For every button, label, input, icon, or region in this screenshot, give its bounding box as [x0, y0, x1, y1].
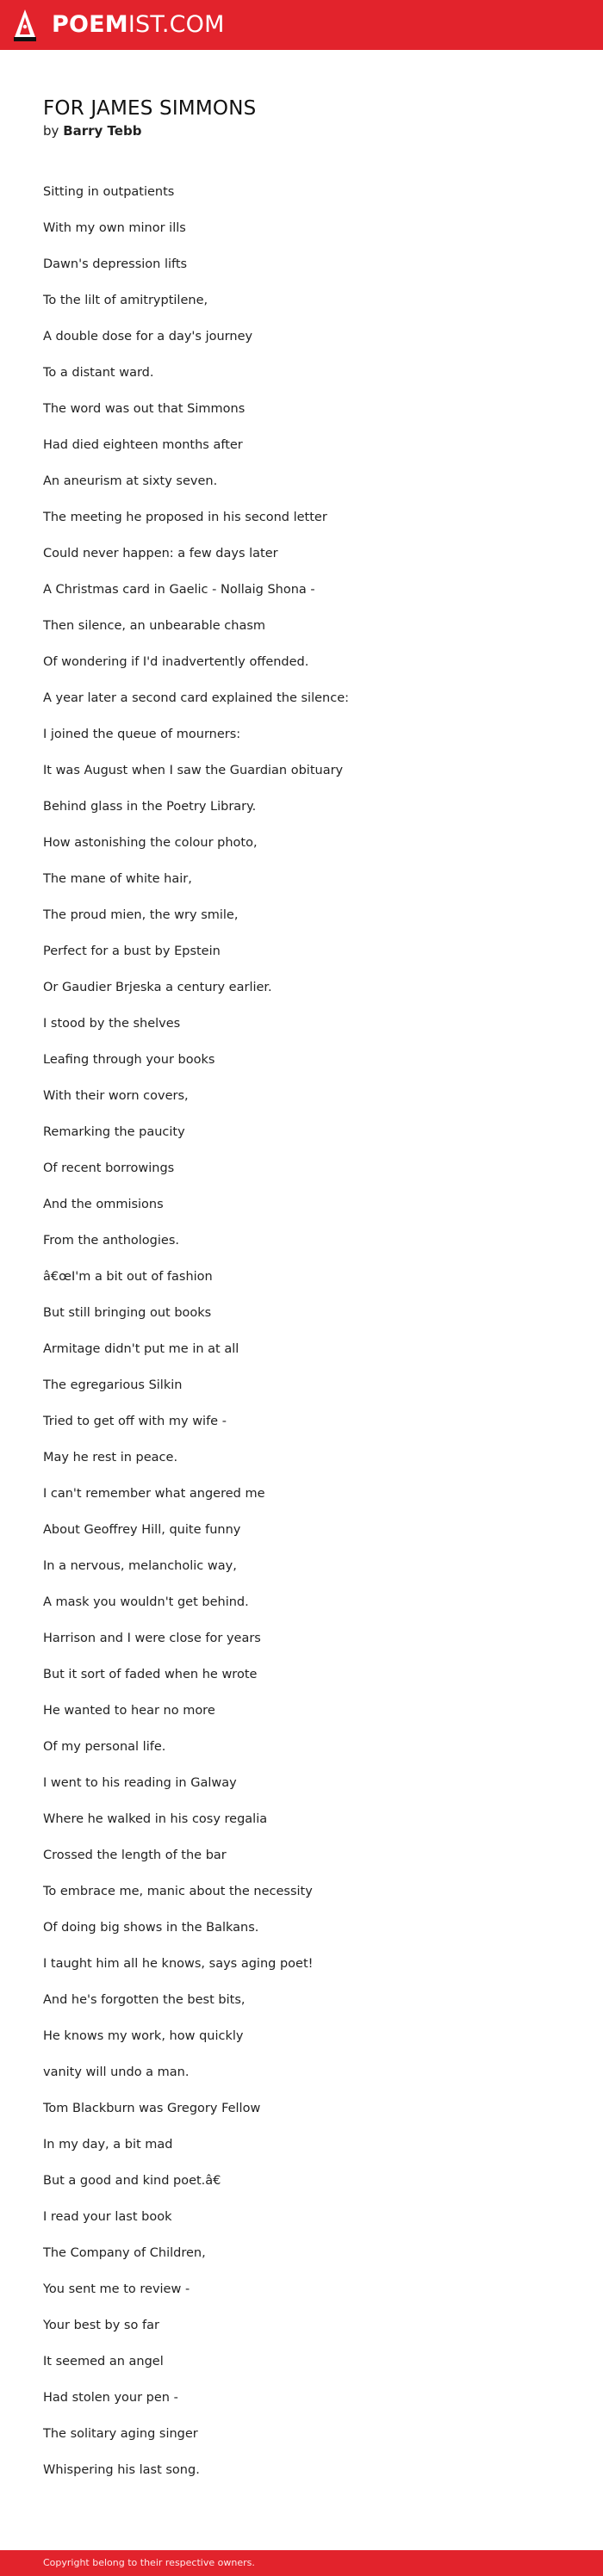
poem-content: [43, 96, 560, 2502]
poem-line: The Company of Children,: [43, 2246, 206, 2260]
site-footer: [0, 2550, 603, 2576]
poem-line: A mask you wouldn't get behind.: [43, 1595, 249, 1609]
poem-body: [43, 174, 560, 2488]
poem-line: It was August when I saw the Guardian obituary: [43, 764, 344, 777]
poem-line: A double dose for a day's journey: [43, 330, 253, 344]
poem-line: Dawn's depression lifts: [43, 257, 188, 271]
poem-line: A Christmas card in Gaelic - Nollaig Shona -: [43, 583, 315, 597]
poem-line: An aneurism at sixty seven.: [43, 474, 218, 488]
site-logo[interactable]: [52, 10, 225, 40]
footer-copyright: Copyright belong to their respective owners.: [43, 2557, 255, 2568]
poem-line: I can't remember what angered me: [43, 1487, 265, 1501]
poem-line: Leafing through your books: [43, 1053, 215, 1067]
byline: [43, 122, 560, 139]
poem-line: Could never happen: a few days later: [43, 547, 278, 560]
poem-line: Had stolen your pen -: [43, 2391, 178, 2405]
poem-line: Or Gaudier Brjeska a century earlier.: [43, 981, 272, 994]
poem-line: To embrace me, manic about the necessity: [43, 1885, 313, 1898]
poem-line: Where he walked in his cosy regalia: [43, 1812, 268, 1826]
poem-line: Your best by so far: [43, 2319, 159, 2332]
poem-line: But it sort of faded when he wrote: [43, 1668, 258, 1681]
poem-line: How astonishing the colour photo,: [43, 836, 258, 850]
poem-line: A year later a second card explained the silence:: [43, 691, 349, 705]
site-header: [0, 0, 603, 50]
pen-nib-icon[interactable]: [14, 9, 36, 41]
poem-line: Behind glass in the Poetry Library.: [43, 800, 257, 814]
poem-line: With my own minor ills: [43, 221, 186, 235]
poem-line: He wanted to hear no more: [43, 1704, 215, 1718]
poem-line: Harrison and I were close for years: [43, 1632, 261, 1645]
poem-line: Had died eighteen months after: [43, 438, 243, 452]
poem-line: And the ommisions: [43, 1198, 164, 1211]
poem-line: â€œI'm a bit out of fashion: [43, 1270, 213, 1284]
poem-line: Tried to get off with my wife -: [43, 1415, 227, 1428]
poem-line: In a nervous, melancholic way,: [43, 1559, 237, 1573]
poem-line: Of my personal life.: [43, 1740, 166, 1754]
poem-line: The egregarious Silkin: [43, 1378, 183, 1392]
author-name[interactable]: Barry Tebb: [63, 123, 142, 139]
poem-line: You sent me to review -: [43, 2282, 190, 2296]
poem-line: Tom Blackburn was Gregory Fellow: [43, 2102, 261, 2115]
poem-line: May he rest in peace.: [43, 1451, 178, 1464]
poem-line: From the anthologies.: [43, 1234, 179, 1248]
poem-line: He knows my work, how quickly: [43, 2029, 244, 2043]
logo-light-text: IST.COM: [127, 11, 225, 38]
poem-line: The solitary aging singer: [43, 2427, 198, 2441]
by-label: by: [43, 123, 59, 139]
poem-line: But a good and kind poet.â€: [43, 2174, 229, 2188]
poem-line: The word was out that Simmons: [43, 402, 246, 416]
poem-line: vanity will undo a man.: [43, 2065, 190, 2079]
poem-line: About Geoffrey Hill, quite funny: [43, 1523, 241, 1537]
poem-line: I read your last book: [43, 2210, 172, 2224]
poem-line: Then silence, an unbearable chasm: [43, 619, 266, 633]
poem-title: FOR JAMES SIMMONS: [43, 97, 257, 120]
poem-line: The proud mien, the wry smile,: [43, 908, 239, 922]
poem-line: Crossed the length of the bar: [43, 1848, 227, 1862]
poem-line: The meeting he proposed in his second letter: [43, 511, 327, 524]
poem-line: Whispering his last song.: [43, 2463, 200, 2477]
poem-line: I stood by the shelves: [43, 1017, 181, 1031]
poem-line: It seemed an angel: [43, 2355, 164, 2369]
poem-line: In my day, a bit mad: [43, 2138, 173, 2152]
poem-line: I taught him all he knows, says aging poet!: [43, 1957, 314, 1971]
poem-line: And he's forgotten the best bits,: [43, 1993, 246, 2007]
poem-line: I joined the queue of mourners:: [43, 728, 241, 741]
poem-line: With their worn covers,: [43, 1089, 189, 1103]
poem-line: The mane of white hair,: [43, 872, 192, 886]
poem-line: Of wondering if I'd inadvertently offended.: [43, 655, 309, 669]
poem-line: Of recent borrowings: [43, 1161, 175, 1175]
poem-line: To the lilt of amitryptilene,: [43, 294, 208, 307]
poem-line: I went to his reading in Galway: [43, 1776, 237, 1790]
poem-line: Sitting in outpatients: [43, 185, 175, 199]
logo-strong-text: POEM: [52, 11, 128, 38]
poem-line: Armitage didn't put me in at all: [43, 1342, 239, 1356]
poem-line: Perfect for a bust by Epstein: [43, 944, 221, 958]
poem-line: Of doing big shows in the Balkans.: [43, 1921, 259, 1935]
poem-line: But still bringing out books: [43, 1306, 212, 1320]
poem-line: To a distant ward.: [43, 366, 154, 380]
poem-line: Remarking the paucity: [43, 1125, 185, 1139]
